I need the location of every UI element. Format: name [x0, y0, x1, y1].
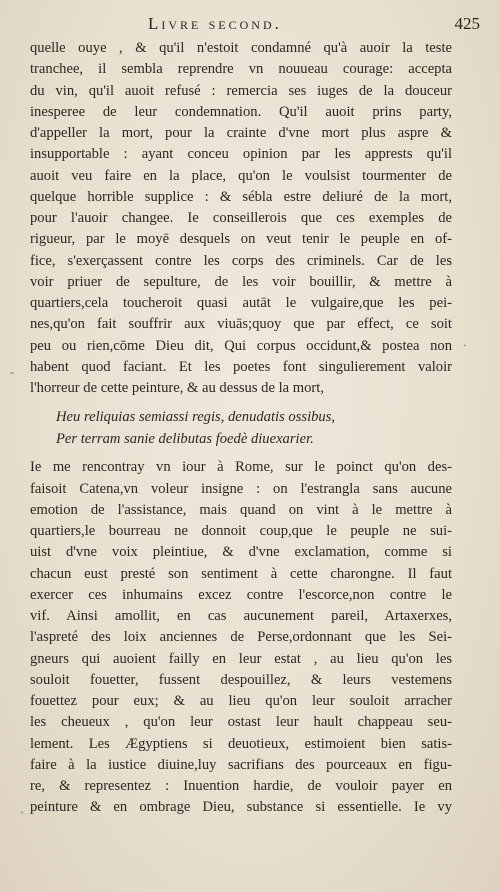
text-line: emotion de l'assistance, mais quand on vint à le mettre à: [30, 501, 452, 518]
text-line: exercer ces inhumains excez contre l'escorce,non contre le: [30, 586, 452, 603]
text-line: quartiers,le bourreau ne donnoit coup,que le peuple ne sui-: [30, 523, 452, 539]
text-line: faire à la iustice diuine,luy sacrifians des pourceaux en figu-: [30, 756, 452, 773]
text-line: du vin, qu'il auoit refusé : remercia ses iuges de la douceur: [30, 82, 452, 99]
text-line: vif. Ainsi amollit, en cas aucunement pareil, Artaxerxes,: [30, 608, 452, 624]
body-text: [30, 38, 452, 819]
page-number: 425: [454, 14, 480, 33]
text-line: l'aspreté des loix anciennes de Perse,ordonnant que les Sei-: [30, 629, 452, 646]
text-line: peinture & en ombrage Dieu, substance si essentielle. Ie vy: [30, 799, 452, 816]
text-line: fice, s'exerçassent contre les corps des criminels. Car de les: [30, 252, 452, 269]
text-line: chacun eust presté son sentiment à cette charongne. Il faut: [30, 565, 452, 582]
text-line: d'appeller la mort, pour la crainte d'vne mort plus aspre &: [30, 125, 452, 141]
text-line: re, & representez : Inuention hardie, de vouloir payer en: [30, 778, 452, 794]
text-line: quelque horrible supplice : & sébla estre deliuré de la mort,: [30, 188, 452, 205]
text-line: fouettez pour eux; & au lieu qu'on leur souloit arracher: [30, 693, 452, 709]
text-line: peu ou rien,cōme Dieu dit, Qui corpus occidunt,& postea non: [30, 337, 452, 354]
text-line: auoit veu faire en la place, qu'on le voulsist tourmenter de: [30, 167, 452, 184]
text-line: l'horreur de cette peinture, & au dessus de la mort,: [30, 380, 324, 396]
text-line: pour l'auoir changee. Ie conseillerois que ces exemples de: [30, 210, 452, 226]
running-head: Livre second.: [148, 14, 282, 33]
text-line: les cheueux , qu'on leur ostast leur hault chappeau seu-: [30, 714, 452, 731]
verse-line: Heu reliquias semiassi regis, denudatis ossibus,: [56, 409, 336, 426]
text-line: lement. Les Ægyptiens si deuotieux, estimoient bien satis-: [30, 735, 452, 752]
text-line: quelle ouye , & qu'il n'estoit condamné qu'à auoir la teste: [30, 40, 452, 56]
text-line: rigueur, par le moyē desquels on veut tenir le peuple en of-: [30, 231, 452, 248]
text-line: faisoit Catena,vn voleur insigne : on l'estrangla sans aucune: [30, 480, 452, 497]
text-line: uist d'vne voix pleintiue, & d'vne exclamation, comme si: [30, 544, 452, 561]
text-line: habent quod faciant. Et les poetes font singulierement valoir: [30, 358, 452, 375]
text-line: gneurs qui auoient failly en leur estat , au lieu qu'on les: [30, 650, 452, 667]
verse-line: Per terram sanie delibutas foedè diuexarier.: [56, 431, 314, 448]
page-header: [30, 14, 482, 38]
text-line: quartiers,cela toucheroit quasi autāt le vulgaire,que les pei-: [30, 295, 452, 311]
text-line: inesperee de leur condemnation. Qu'il auoit prins party,: [30, 103, 452, 120]
text-line: Ie me rencontray vn iour à Rome, sur le poinct qu'on des-: [30, 459, 452, 476]
margin-tick-mark: ˎ: [20, 800, 24, 814]
text-line: insupportable : ayant conceu opinion par les apprests qu'il: [30, 146, 452, 163]
text-line: nes,qu'on fait souffrir aux viuās;quoy que par effect, ce soit: [30, 316, 452, 333]
text-line: souloit fouetter, fussent despouillez, & leurs vestemens: [30, 671, 452, 688]
margin-tick-mark: ˋ: [463, 342, 467, 356]
margin-tick-mark: -: [10, 365, 14, 379]
text-line: voir priuer de sepulture, de les voir bouillir, & mettre à: [30, 273, 452, 290]
text-line: tranchee, il sembla reprendre vn nouueau courage: accepta: [30, 61, 452, 78]
